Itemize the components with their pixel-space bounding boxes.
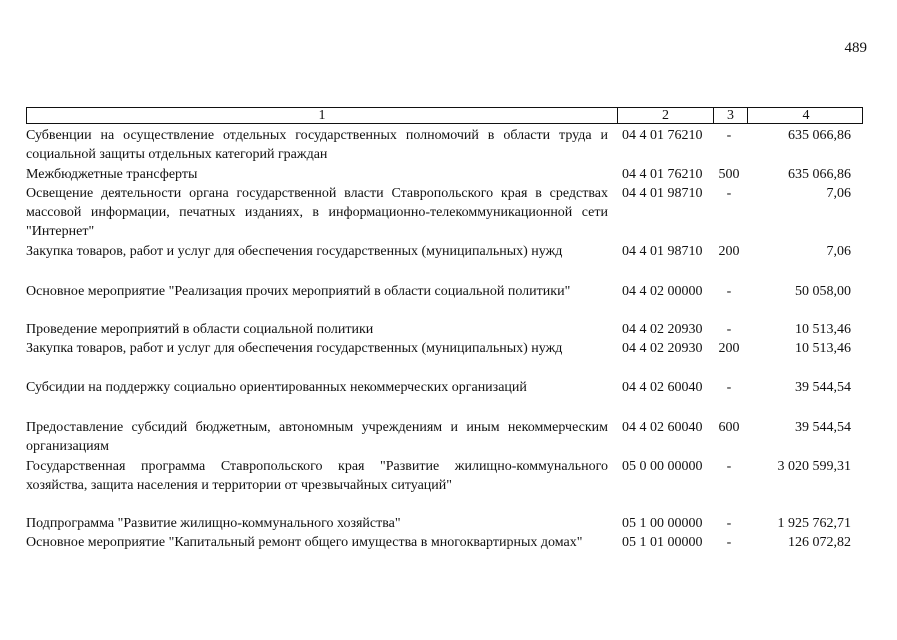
table-row (26, 339, 863, 358)
row-type: - (726, 284, 732, 299)
page-number: 489 (844, 40, 867, 56)
row-amount: 635 066,86 (788, 167, 851, 182)
row-name: Закупка товаров, работ и услуг для обеспечения государственных (муниципальных) нужд (26, 341, 563, 356)
row-type: - (726, 535, 732, 550)
header-col-3: 3 (713, 108, 747, 124)
table-row (26, 165, 863, 184)
table-row (26, 457, 863, 495)
row-type: 200 (718, 341, 740, 356)
row-type: - (726, 380, 732, 395)
table-row (26, 418, 863, 456)
row-amount: 7,06 (826, 244, 851, 259)
row-amount: 3 020 599,31 (777, 459, 851, 474)
row-amount: 39 544,54 (795, 380, 851, 395)
row-type: - (726, 459, 732, 474)
row-name: Подпрограмма "Развитие жилищно-коммунального хозяйства" (26, 516, 401, 531)
row-code: 04 4 02 20930 (622, 322, 703, 337)
row-code: 04 4 02 60040 (622, 380, 703, 395)
row-type: 600 (718, 420, 740, 435)
row-name: Межбюджетные трансферты (26, 167, 198, 182)
row-code: 05 1 00 00000 (622, 516, 703, 531)
row-amount: 1 925 762,71 (777, 516, 851, 531)
row-code: 05 1 01 00000 (622, 535, 703, 550)
table-row (26, 242, 863, 261)
row-amount: 10 513,46 (795, 322, 851, 337)
row-amount: 126 072,82 (788, 535, 851, 550)
table-row (26, 320, 863, 339)
row-code: 05 0 00 00000 (622, 459, 703, 474)
row-code: 04 4 02 60040 (622, 420, 703, 435)
table-row (26, 126, 863, 164)
table-row (26, 514, 863, 533)
row-code: 04 4 01 76210 (622, 128, 703, 143)
row-amount: 10 513,46 (795, 341, 851, 356)
header-col-4: 4 (747, 108, 864, 124)
row-name: Основное мероприятие "Реализация прочих мероприятий в области социальной политики" (26, 284, 571, 299)
row-amount: 635 066,86 (788, 128, 851, 143)
row-code: 04 4 02 00000 (622, 284, 703, 299)
row-amount: 50 058,00 (795, 284, 851, 299)
row-type: 200 (718, 244, 740, 259)
row-name: Освещение деятельности органа государственной власти Ставропольского края в средствах массовой информации, печатных изданиях, в информационно-телекоммуникационной сети "Интернет" (26, 186, 608, 239)
row-code: 04 4 01 76210 (622, 167, 703, 182)
row-name: Проведение мероприятий в области социальной политики (26, 322, 374, 337)
row-amount: 39 544,54 (795, 420, 851, 435)
row-name: Субвенции на осуществление отдельных государственных полномочий в области труда и социальной защиты отдельных категорий граждан (26, 128, 608, 162)
table-row (26, 184, 863, 241)
table-row (26, 378, 863, 397)
row-code: 04 4 01 98710 (622, 244, 703, 259)
header-col-1: 1 (318, 108, 326, 123)
row-code: 04 4 01 98710 (622, 186, 703, 201)
row-type: - (726, 128, 732, 143)
row-amount: 7,06 (826, 186, 851, 201)
row-name: Предоставление субсидий бюджетным, автономным учреждениям и иным некоммерческим организациям (26, 420, 608, 454)
table-row (26, 282, 863, 301)
row-type: 500 (718, 167, 740, 182)
header-col-2: 2 (617, 108, 713, 124)
row-type: - (726, 186, 732, 201)
row-type: - (726, 516, 732, 531)
row-name: Закупка товаров, работ и услуг для обеспечения государственных (муниципальных) нужд (26, 244, 563, 259)
row-type: - (726, 322, 732, 337)
table-row (26, 533, 863, 552)
row-name: Основное мероприятие "Капитальный ремонт общего имущества в многоквартирных домах" (26, 535, 583, 550)
row-code: 04 4 02 20930 (622, 341, 703, 356)
row-name: Государственная программа Ставропольского края "Развитие жилищно-коммунального хозяйства, защита населения и территории от чрезвычайных ситуаций" (26, 459, 608, 493)
table-header (26, 107, 863, 124)
row-name: Субсидии на поддержку социально ориентированных некоммерческих организаций (26, 380, 527, 395)
